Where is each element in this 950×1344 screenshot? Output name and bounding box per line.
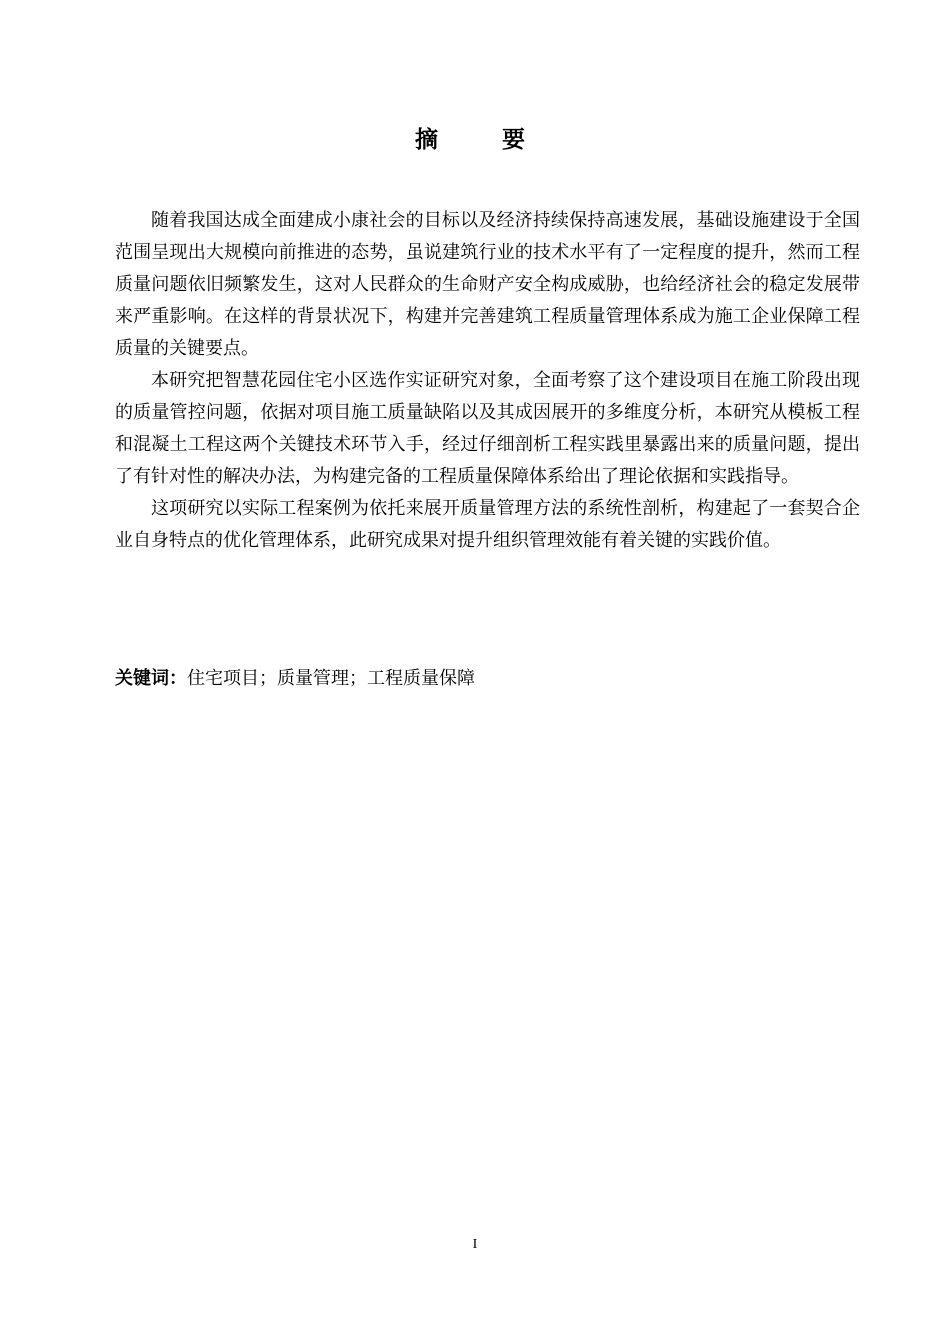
abstract-paragraph-3: 这项研究以实际工程案例为依托来展开质量管理方法的系统性剖析，构建起了一套契合企业自身特点的优化管理体系，此研究成果对提升组织管理效能有着关键的实践价值。 [115, 498, 860, 551]
abstract-body [115, 205, 860, 557]
keywords-value: 住宅项目；质量管理；工程质量保障 [187, 668, 475, 689]
abstract-paragraph-2: 本研究把智慧花园住宅小区选作实证研究对象，全面考察了这个建设项目在施工阶段出现的质量管控问题，依据对项目施工质量缺陷以及其成因展开的多维度分析，本研究从模板工程和混凝土工程这两个关键技术环节入手，经过仔细剖析工程实践里暴露出来的质量问题，提出了有针对性的解决办法，为构建完备的工程质量保障体系给出了理论依据和实践指导。 [115, 370, 860, 487]
abstract-title: 摘 要 [414, 127, 553, 153]
abstract-paragraph-1: 随着我国达成全面建成小康社会的目标以及经济持续保持高速发展，基础设施建设于全国范围呈现出大规模向前推进的态势，虽说建筑行业的技术水平有了一定程度的提升，然而工程质量问题依旧频繁发生，这对人民群众的生命财产安全构成威胁，也给经济社会的稳定发展带来严重影响。在这样的背景状况下，构建并完善建筑工程质量管理体系成为施工企业保障工程质量的关键要点。 [115, 210, 860, 359]
keywords-line [115, 664, 860, 694]
keywords-label: 关键词： [115, 668, 187, 689]
page-number: I [472, 1237, 478, 1252]
